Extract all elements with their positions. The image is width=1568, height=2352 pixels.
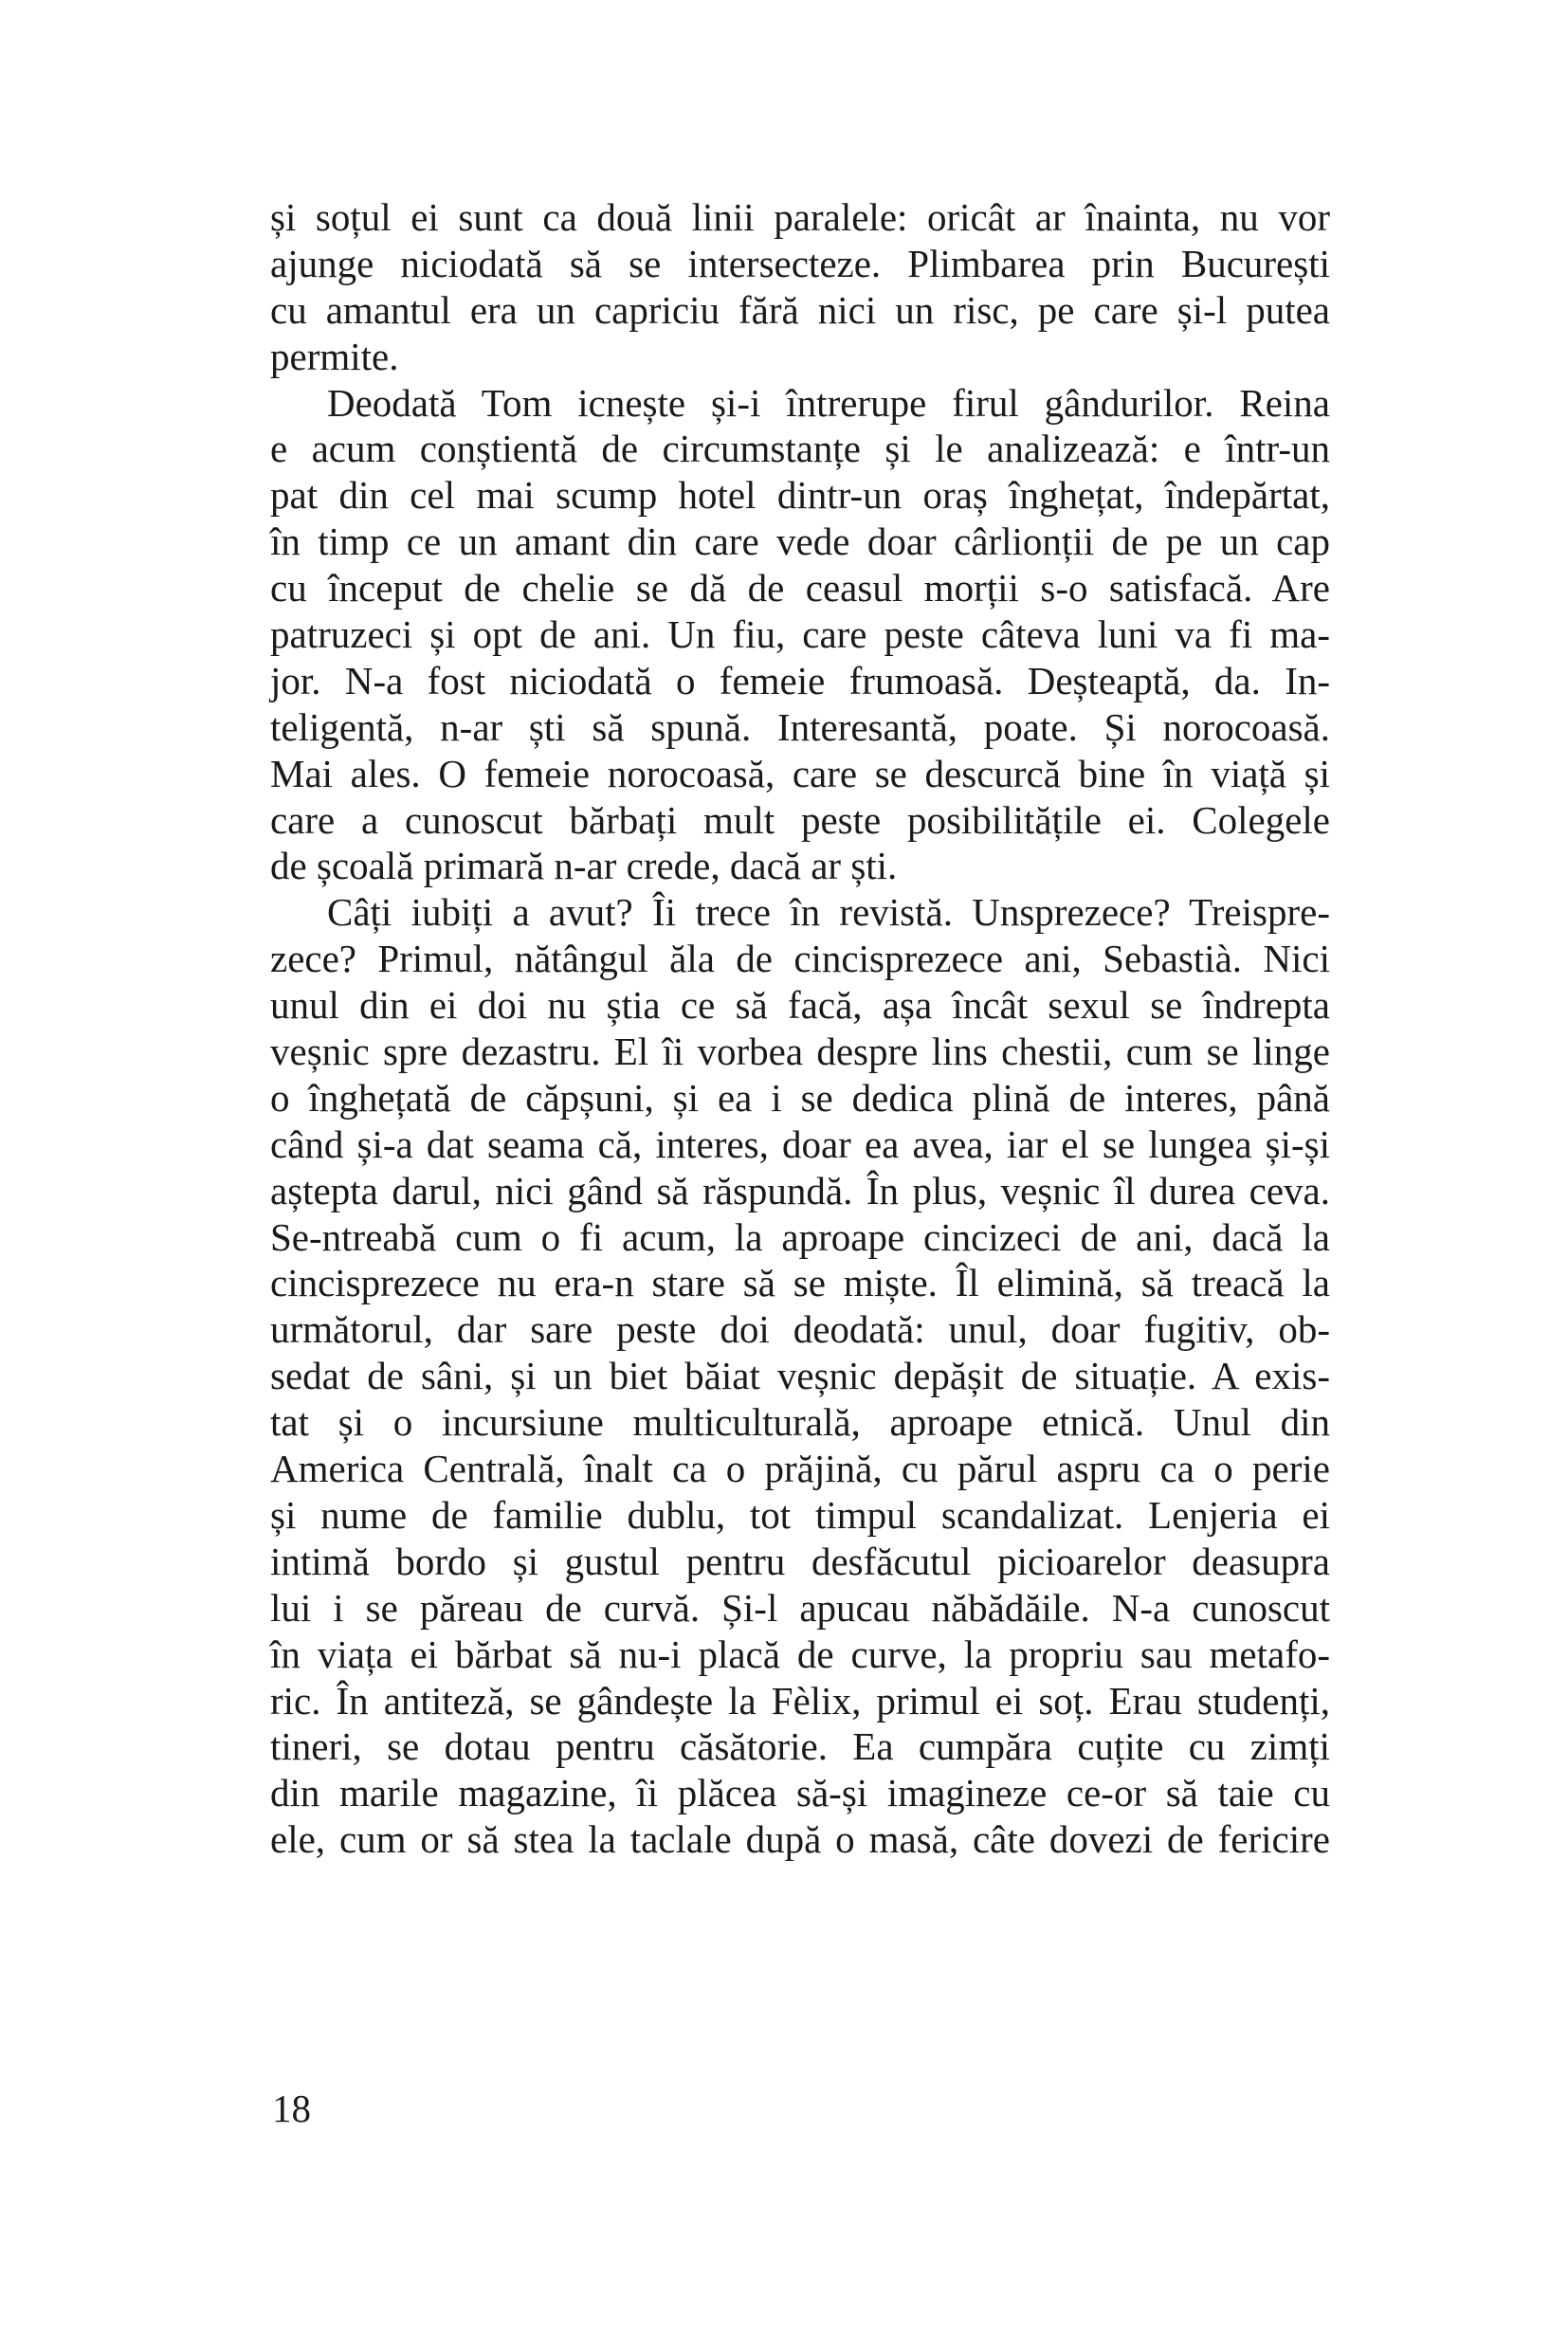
text-line: America Centrală, înalt ca o prăjină, cu părul aspru ca o perie [270,1447,1330,1491]
text-line: de școală primară n-ar crede, dacă ar ști. [270,844,898,888]
text-line: ric. În antiteză, se gândește la Fèlix, primul ei soț. Erau studenți, [270,1678,1330,1723]
text-line: ajunge niciodată să se intersecteze. Plimbarea prin București [270,241,1330,285]
text-line: veșnic spre dezastru. El îi vorbea despre lins chestii, cum se linge [270,1030,1330,1074]
text-line: în timp ce un amant din care vede doar cârlionții de pe un cap [270,520,1330,564]
text-line: permite. [270,334,399,378]
text-line: aștepta darul, nici gând să răspundă. În plus, veșnic îl durea ceva. [270,1168,1330,1212]
text-line: lui i se păreau de curvă. Și-l apucau năbădăile. N-a cunoscut [270,1585,1330,1630]
text-line: cu început de chelie se dă de ceasul morții s-o satisfacă. Are [270,566,1330,611]
text-line: cu amantul era un capriciu fără nici un risc, pe care și-l putea [270,287,1330,332]
text-line: Mai ales. O femeie norocoasă, care se descurcă bine în viață și [270,751,1330,795]
text-line: ele, cum or să stea la taclale după o masă, câte dovezi de fericire [270,1817,1330,1862]
text-line: când și-a dat seama că, interes, doar ea avea, iar el se lungea și-și [270,1121,1330,1166]
text-line: în viața ei bărbat să nu-i placă de curve, la propriu sau metafo- [270,1632,1330,1676]
text-line: și nume de familie dublu, tot timpul scandalizat. Lenjeria ei [270,1492,1330,1537]
text-line: e acum conștientă de circumstanțe și le analizează: e într-un [270,427,1330,471]
text-line: care a cunoscut bărbați mult peste posibilitățile ei. Colegele [270,797,1330,842]
text-line: tineri, se dotau pentru căsătorie. Ea cumpăra cuțite cu zimți [270,1724,1330,1769]
text-line: teligentă, n-ar ști să spună. Interesantă, poate. Și norocoasă. [270,704,1330,749]
text-line: intimă bordo și gustul pentru desfăcutul picioarelor deasupra [270,1539,1330,1583]
text-line: pat din cel mai scump hotel dintr-un oraș înghețat, îndepărtat, [270,473,1330,518]
text-line: cincisprezece nu era-n stare să se miște. Îl elimină, să treacă la [270,1261,1330,1305]
page-number: 18 [272,2087,311,2130]
text-line: Deodată Tom icnește și-i întrerupe firul gândurilor. Reina [327,380,1330,425]
text-line: Se-ntreabă cum o fi acum, la aproape cincizeci de ani, dacă la [270,1214,1330,1259]
text-line: tat și o incursiune multiculturală, aproape etnică. Unul din [270,1400,1330,1445]
text-line: o înghețată de căpșuni, și ea i se dedica plină de interes, până [270,1075,1330,1120]
text-line: următorul, dar sare peste doi deodată: unul, doar fugitiv, ob- [270,1307,1330,1352]
text-line: zece? Primul, nătângul ăla de cincisprezece ani, Sebastià. Nici [270,937,1330,981]
paragraph [270,380,1330,890]
text-line: Câți iubiți a avut? Îi trece în revistă. Unsprezece? Treispre- [327,890,1330,935]
paragraph [270,194,1330,380]
text-line: jor. N-a fost niciodată o femeie frumoasă. Deșteaptă, da. In- [270,658,1330,702]
text-line: patruzeci și opt de ani. Un fiu, care peste câteva luni va fi ma- [270,612,1330,657]
text-line: și soțul ei sunt ca două linii paralele: oricât ar înainta, nu vor [270,195,1330,239]
text-line: din marile magazine, îi plăcea să-și imagineze ce-or să taie cu [270,1771,1330,1815]
text-line: unul din ei doi nu știa ce să facă, așa încât sexul se îndrepta [270,983,1330,1028]
body-text [270,194,1330,1863]
text-line: sedat de sâni, și un biet băiat veșnic depășit de situație. A exis- [270,1354,1330,1398]
paragraph [270,889,1330,1863]
